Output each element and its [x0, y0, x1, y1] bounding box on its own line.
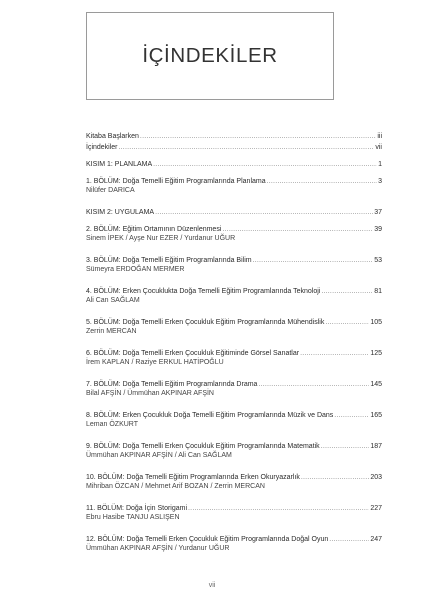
toc-entry[interactable] — [86, 222, 382, 233]
dot-leader — [329, 536, 369, 543]
toc-front-title: Kitaba Başlarken — [86, 133, 139, 140]
toc-entry-title: KISIM 2: UYGULAMA — [86, 209, 155, 216]
toc-entry-title: 7. BÖLÜM: Doğa Temelli Eğitim Programlarında Drama — [86, 381, 258, 388]
toc-entry-page: 227 — [370, 505, 382, 512]
toc-entry-title: 3. BÖLÜM: Doğa Temelli Eğitim Programlarında Bilim — [86, 257, 252, 264]
toc-entry-title: KISIM 1: PLANLAMA — [86, 161, 153, 168]
dot-leader — [258, 381, 369, 388]
toc-entry[interactable] — [86, 439, 382, 450]
dot-leader — [334, 412, 369, 419]
dot-leader — [300, 350, 369, 357]
dot-leader — [155, 209, 373, 216]
dot-leader — [119, 144, 375, 151]
toc-entry-authors: Ümmühan AKPINAR AFŞİN / Yurdanur UĞUR — [86, 544, 230, 552]
toc-entry-authors: Ümmühan AKPINAR AFŞİN / Ali Can SAĞLAM — [86, 451, 232, 459]
toc-entry-title: 10. BÖLÜM: Doğa Temelli Eğitim Programlarında Erken Okuryazarlık — [86, 474, 300, 481]
dot-leader — [253, 257, 374, 264]
toc-entry-title: 1. BÖLÜM: Doğa Temelli Eğitim Programlarında Planlama — [86, 178, 266, 185]
toc-entry-title: 9. BÖLÜM: Doğa Temelli Erken Çocukluk Eğitim Programlarında Matematik — [86, 443, 320, 450]
toc-entry-authors: Leman ÖZKURT — [86, 420, 138, 428]
toc-entry-authors: Nilüfer DARICA — [86, 186, 135, 194]
toc-entry-authors: İrem KAPLAN / Raziye ERKUL HATİPOĞLU — [86, 358, 224, 366]
toc-front-title: İçindekiler — [86, 144, 118, 151]
toc-entry-title: 5. BÖLÜM: Doğa Temelli Erken Çocukluk Eğitim Programlarında Mühendislik — [86, 319, 325, 326]
toc-entry[interactable] — [86, 157, 382, 168]
dot-leader — [325, 319, 369, 326]
toc-entry-title: 8. BÖLÜM: Erken Çocukluk Doğa Temelli Eğitim Programlarında Müzik ve Dans — [86, 412, 334, 419]
toc-entry-authors: Mihriban ÖZCAN / Mehmet Arif BOZAN / Zerrin MERCAN — [86, 482, 265, 490]
dot-leader — [153, 161, 377, 168]
toc-entry-page: 1 — [378, 161, 382, 168]
toc-entry[interactable] — [86, 205, 382, 216]
toc-entry-authors: Bilal AFŞİN / Ümmühan AKPINAR AFŞİN — [86, 389, 214, 397]
dot-leader — [301, 474, 369, 481]
toc-entry-title: 4. BÖLÜM: Erken Çocuklukta Doğa Temelli Eğitim Programlarında Teknoloji — [86, 288, 321, 295]
table-of-contents — [86, 129, 382, 553]
toc-entry-page: 3 — [378, 178, 382, 185]
title-frame — [86, 12, 334, 100]
toc-entry[interactable] — [86, 346, 382, 357]
toc-entry-page: 39 — [374, 226, 382, 233]
toc-entry-authors: Sinem İPEK / Ayşe Nur EZER / Yurdanur UĞUR — [86, 234, 236, 242]
toc-entry[interactable] — [86, 532, 382, 543]
toc-entry-page: 187 — [370, 443, 382, 450]
toc-entry[interactable] — [86, 501, 382, 512]
toc-entry-title: 11. BÖLÜM: Doğa İçin Storigami — [86, 505, 188, 512]
toc-entry-page: 247 — [370, 536, 382, 543]
toc-entry-page: 125 — [370, 350, 382, 357]
toc-front-page: vii — [375, 144, 382, 151]
toc-entry-authors: Ebru Hasibe TANJU ASLIŞEN — [86, 513, 180, 521]
toc-front-item[interactable] — [86, 129, 382, 140]
toc-entry-authors: Sümeyra ERDOĞAN MERMER — [86, 265, 185, 273]
toc-front-page: iii — [377, 133, 382, 140]
toc-entry[interactable] — [86, 315, 382, 326]
toc-entry[interactable] — [86, 470, 382, 481]
toc-entry-page: 81 — [374, 288, 382, 295]
toc-entry-page: 37 — [374, 209, 382, 216]
dot-leader — [188, 505, 369, 512]
toc-entry-title: 2. BÖLÜM: Eğitim Ortamının Düzenlenmesi — [86, 226, 222, 233]
dot-leader — [140, 133, 376, 140]
toc-entry[interactable] — [86, 377, 382, 388]
toc-entry-page: 53 — [374, 257, 382, 264]
toc-entry-authors: Zerrin MERCAN — [86, 327, 137, 335]
toc-entry-page: 165 — [370, 412, 382, 419]
page-title: İÇİNDEKİLER — [142, 44, 278, 67]
toc-entry-page: 105 — [370, 319, 382, 326]
toc-front-item[interactable] — [86, 140, 382, 151]
toc-entry-page: 145 — [370, 381, 382, 388]
toc-entry[interactable] — [86, 284, 382, 295]
page-number: vii — [208, 582, 216, 589]
dot-leader — [321, 288, 373, 295]
toc-entry[interactable] — [86, 174, 382, 185]
toc-entry[interactable] — [86, 408, 382, 419]
toc-entry-page: 203 — [370, 474, 382, 481]
toc-entry-authors: Ali Can SAĞLAM — [86, 296, 140, 304]
dot-leader — [267, 178, 377, 185]
toc-entry-title: 12. BÖLÜM: Doğa Temelli Erken Çocukluk Eğitim Programlarında Doğal Oyun — [86, 536, 329, 543]
toc-entry[interactable] — [86, 253, 382, 264]
toc-entry-title: 6. BÖLÜM: Doğa Temelli Erken Çocukluk Eğitiminde Görsel Sanatlar — [86, 350, 300, 357]
dot-leader — [222, 226, 373, 233]
dot-leader — [321, 443, 370, 450]
